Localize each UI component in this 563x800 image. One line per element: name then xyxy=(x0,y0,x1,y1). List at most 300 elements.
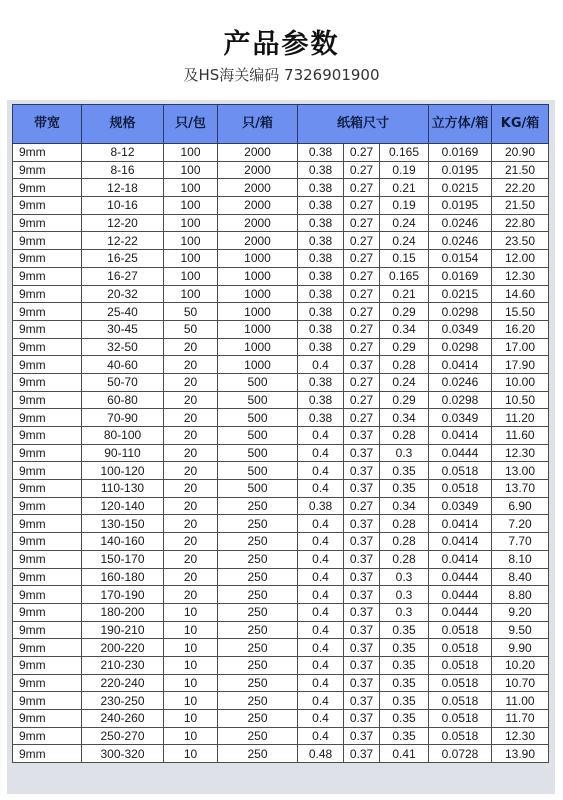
cell-cubic: 0.0349 xyxy=(429,320,492,338)
table-row xyxy=(13,409,549,427)
cell-cubic: 0.0414 xyxy=(429,515,492,533)
cell-per-carton: 250 xyxy=(218,568,298,586)
cell-carton-length: 0.4 xyxy=(298,692,344,710)
cell-kg: 15.50 xyxy=(492,303,549,321)
table-row xyxy=(13,568,549,586)
cell-carton-width: 0.27 xyxy=(344,303,380,321)
cell-carton-height: 0.24 xyxy=(380,214,429,232)
cell-cubic: 0.0298 xyxy=(429,338,492,356)
cell-per-carton: 500 xyxy=(218,462,298,480)
cell-kg: 9.50 xyxy=(492,621,549,639)
cell-carton-length: 0.4 xyxy=(298,462,344,480)
cell-band-width: 9mm xyxy=(13,250,82,268)
cell-per-pack: 20 xyxy=(164,444,218,462)
cell-band-width: 9mm xyxy=(13,603,82,621)
cell-spec: 90-110 xyxy=(82,444,164,462)
cell-carton-width: 0.37 xyxy=(344,568,380,586)
cell-band-width: 9mm xyxy=(13,144,82,162)
cell-carton-length: 0.4 xyxy=(298,603,344,621)
cell-carton-width: 0.27 xyxy=(344,497,380,515)
cell-spec: 230-250 xyxy=(82,692,164,710)
cell-per-carton: 1000 xyxy=(218,250,298,268)
cell-carton-height: 0.3 xyxy=(380,586,429,604)
table-row xyxy=(13,603,549,621)
cell-cubic: 0.0246 xyxy=(429,373,492,391)
cell-cubic: 0.0169 xyxy=(429,144,492,162)
table-row xyxy=(13,391,549,409)
cell-carton-width: 0.37 xyxy=(344,727,380,745)
cell-band-width: 9mm xyxy=(13,338,82,356)
table-row xyxy=(13,356,549,374)
cell-per-carton: 2000 xyxy=(218,179,298,197)
cell-per-pack: 100 xyxy=(164,197,218,215)
cell-carton-width: 0.27 xyxy=(344,338,380,356)
cell-kg: 22.80 xyxy=(492,214,549,232)
cell-carton-height: 0.28 xyxy=(380,427,429,445)
cell-carton-height: 0.35 xyxy=(380,621,429,639)
cell-per-carton: 2000 xyxy=(218,214,298,232)
cell-band-width: 9mm xyxy=(13,267,82,285)
cell-carton-height: 0.15 xyxy=(380,250,429,268)
cell-spec: 8-12 xyxy=(82,144,164,162)
cell-carton-width: 0.37 xyxy=(344,356,380,374)
cell-kg: 13.90 xyxy=(492,745,549,763)
cell-carton-height: 0.24 xyxy=(380,232,429,250)
cell-cubic: 0.0298 xyxy=(429,303,492,321)
cell-carton-height: 0.29 xyxy=(380,338,429,356)
cell-cubic: 0.0349 xyxy=(429,409,492,427)
cell-per-carton: 1000 xyxy=(218,303,298,321)
cell-per-pack: 50 xyxy=(164,320,218,338)
table-row xyxy=(13,444,549,462)
cell-carton-height: 0.21 xyxy=(380,179,429,197)
cell-spec: 180-200 xyxy=(82,603,164,621)
cell-per-carton: 1000 xyxy=(218,267,298,285)
cell-per-carton: 500 xyxy=(218,480,298,498)
cell-per-carton: 250 xyxy=(218,533,298,551)
cell-per-carton: 250 xyxy=(218,603,298,621)
table-row xyxy=(13,462,549,480)
table-row xyxy=(13,338,549,356)
cell-kg: 8.10 xyxy=(492,550,549,568)
cell-carton-width: 0.37 xyxy=(344,603,380,621)
cell-carton-width: 0.27 xyxy=(344,214,380,232)
cell-band-width: 9mm xyxy=(13,674,82,692)
cell-spec: 120-140 xyxy=(82,497,164,515)
cell-carton-height: 0.24 xyxy=(380,373,429,391)
cell-band-width: 9mm xyxy=(13,303,82,321)
cell-carton-length: 0.4 xyxy=(298,568,344,586)
cell-per-pack: 100 xyxy=(164,250,218,268)
cell-carton-length: 0.38 xyxy=(298,214,344,232)
cell-spec: 25-40 xyxy=(82,303,164,321)
cell-carton-width: 0.37 xyxy=(344,639,380,657)
cell-kg: 10.50 xyxy=(492,391,549,409)
cell-cubic: 0.0518 xyxy=(429,674,492,692)
cell-per-carton: 250 xyxy=(218,515,298,533)
cell-kg: 8.80 xyxy=(492,586,549,604)
table-row xyxy=(13,497,549,515)
cell-band-width: 9mm xyxy=(13,214,82,232)
cell-cubic: 0.0518 xyxy=(429,621,492,639)
table-row xyxy=(13,303,549,321)
cell-kg: 12.30 xyxy=(492,727,549,745)
cell-per-carton: 500 xyxy=(218,444,298,462)
table-row xyxy=(13,144,549,162)
table-row xyxy=(13,373,549,391)
col-header-cubic-per-carton: 立方体/箱 xyxy=(429,105,492,144)
cell-per-pack: 100 xyxy=(164,232,218,250)
cell-per-pack: 20 xyxy=(164,356,218,374)
cell-per-pack: 10 xyxy=(164,692,218,710)
cell-spec: 12-22 xyxy=(82,232,164,250)
cell-cubic: 0.0298 xyxy=(429,391,492,409)
cell-carton-width: 0.37 xyxy=(344,674,380,692)
cell-kg: 12.00 xyxy=(492,250,549,268)
table-row xyxy=(13,267,549,285)
cell-carton-height: 0.35 xyxy=(380,480,429,498)
cell-kg: 7.70 xyxy=(492,533,549,551)
cell-per-pack: 20 xyxy=(164,550,218,568)
cell-per-carton: 250 xyxy=(218,745,298,763)
cell-carton-length: 0.38 xyxy=(298,303,344,321)
cell-carton-length: 0.4 xyxy=(298,533,344,551)
cell-per-carton: 2000 xyxy=(218,144,298,162)
cell-cubic: 0.0414 xyxy=(429,533,492,551)
table-row xyxy=(13,161,549,179)
cell-kg: 10.70 xyxy=(492,674,549,692)
cell-carton-length: 0.4 xyxy=(298,444,344,462)
cell-band-width: 9mm xyxy=(13,161,82,179)
cell-spec: 50-70 xyxy=(82,373,164,391)
cell-carton-length: 0.38 xyxy=(298,267,344,285)
table-row xyxy=(13,656,549,674)
cell-kg: 12.30 xyxy=(492,267,549,285)
cell-carton-height: 0.34 xyxy=(380,497,429,515)
cell-carton-length: 0.4 xyxy=(298,480,344,498)
cell-spec: 130-150 xyxy=(82,515,164,533)
cell-carton-length: 0.4 xyxy=(298,656,344,674)
cell-per-pack: 20 xyxy=(164,373,218,391)
cell-spec: 60-80 xyxy=(82,391,164,409)
cell-cubic: 0.0444 xyxy=(429,444,492,462)
cell-per-carton: 250 xyxy=(218,674,298,692)
cell-carton-height: 0.3 xyxy=(380,603,429,621)
col-header-per-carton: 只/箱 xyxy=(218,105,298,144)
cell-band-width: 9mm xyxy=(13,656,82,674)
cell-per-pack: 100 xyxy=(164,144,218,162)
cell-spec: 240-260 xyxy=(82,710,164,728)
cell-carton-width: 0.27 xyxy=(344,250,380,268)
cell-carton-length: 0.38 xyxy=(298,320,344,338)
cell-carton-length: 0.4 xyxy=(298,515,344,533)
cell-per-pack: 20 xyxy=(164,515,218,533)
cell-carton-height: 0.35 xyxy=(380,656,429,674)
cell-per-pack: 10 xyxy=(164,727,218,745)
table-row xyxy=(13,550,549,568)
cell-carton-length: 0.38 xyxy=(298,391,344,409)
cell-cubic: 0.0195 xyxy=(429,161,492,179)
cell-carton-height: 0.34 xyxy=(380,320,429,338)
cell-spec: 70-90 xyxy=(82,409,164,427)
cell-per-carton: 250 xyxy=(218,692,298,710)
cell-band-width: 9mm xyxy=(13,497,82,515)
cell-carton-length: 0.38 xyxy=(298,250,344,268)
cell-kg: 10.20 xyxy=(492,656,549,674)
cell-cubic: 0.0169 xyxy=(429,267,492,285)
col-header-spec: 规格 xyxy=(82,105,164,144)
cell-carton-width: 0.37 xyxy=(344,692,380,710)
cell-carton-height: 0.34 xyxy=(380,409,429,427)
table-row xyxy=(13,250,549,268)
cell-carton-height: 0.19 xyxy=(380,197,429,215)
cell-kg: 6.90 xyxy=(492,497,549,515)
table-body xyxy=(13,144,549,763)
cell-carton-width: 0.37 xyxy=(344,480,380,498)
hs-code-subtitle: 及HS海关编码 7326901900 xyxy=(183,66,380,84)
cell-kg: 17.00 xyxy=(492,338,549,356)
table-row xyxy=(13,710,549,728)
cell-carton-length: 0.38 xyxy=(298,497,344,515)
cell-spec: 12-18 xyxy=(82,179,164,197)
table-row xyxy=(13,197,549,215)
cell-spec: 16-27 xyxy=(82,267,164,285)
cell-band-width: 9mm xyxy=(13,427,82,445)
cell-per-pack: 100 xyxy=(164,161,218,179)
cell-per-pack: 100 xyxy=(164,285,218,303)
cell-carton-length: 0.38 xyxy=(298,338,344,356)
cell-carton-height: 0.35 xyxy=(380,692,429,710)
cell-carton-width: 0.37 xyxy=(344,710,380,728)
cell-spec: 8-16 xyxy=(82,161,164,179)
cell-kg: 13.70 xyxy=(492,480,549,498)
cell-carton-width: 0.27 xyxy=(344,179,380,197)
cell-spec: 300-320 xyxy=(82,745,164,763)
cell-carton-width: 0.27 xyxy=(344,285,380,303)
cell-per-pack: 10 xyxy=(164,674,218,692)
cell-carton-width: 0.37 xyxy=(344,462,380,480)
col-header-carton-size: 纸箱尺寸 xyxy=(298,105,429,144)
table-row xyxy=(13,586,549,604)
cell-per-carton: 500 xyxy=(218,373,298,391)
cell-cubic: 0.0414 xyxy=(429,427,492,445)
cell-per-carton: 250 xyxy=(218,727,298,745)
cell-per-pack: 20 xyxy=(164,409,218,427)
cell-band-width: 9mm xyxy=(13,515,82,533)
cell-kg: 20.90 xyxy=(492,144,549,162)
cell-carton-height: 0.21 xyxy=(380,285,429,303)
cell-band-width: 9mm xyxy=(13,444,82,462)
cell-carton-length: 0.4 xyxy=(298,550,344,568)
cell-carton-width: 0.27 xyxy=(344,144,380,162)
cell-carton-width: 0.37 xyxy=(344,444,380,462)
cell-per-carton: 1000 xyxy=(218,338,298,356)
cell-cubic: 0.0349 xyxy=(429,497,492,515)
cell-carton-height: 0.28 xyxy=(380,533,429,551)
cell-carton-length: 0.4 xyxy=(298,356,344,374)
cell-per-pack: 50 xyxy=(164,303,218,321)
cell-band-width: 9mm xyxy=(13,692,82,710)
cell-band-width: 9mm xyxy=(13,745,82,763)
cell-carton-length: 0.38 xyxy=(298,197,344,215)
cell-band-width: 9mm xyxy=(13,462,82,480)
col-header-band-width: 带宽 xyxy=(13,105,82,144)
cell-band-width: 9mm xyxy=(13,197,82,215)
cell-per-pack: 100 xyxy=(164,267,218,285)
cell-cubic: 0.0246 xyxy=(429,232,492,250)
cell-carton-height: 0.35 xyxy=(380,710,429,728)
cell-band-width: 9mm xyxy=(13,409,82,427)
table-row xyxy=(13,674,549,692)
cell-carton-height: 0.3 xyxy=(380,444,429,462)
cell-band-width: 9mm xyxy=(13,373,82,391)
cell-cubic: 0.0246 xyxy=(429,214,492,232)
table-row xyxy=(13,745,549,763)
cell-spec: 12-20 xyxy=(82,214,164,232)
cell-cubic: 0.0414 xyxy=(429,550,492,568)
cell-per-carton: 250 xyxy=(218,497,298,515)
cell-kg: 9.90 xyxy=(492,639,549,657)
cell-per-carton: 250 xyxy=(218,710,298,728)
cell-per-carton: 250 xyxy=(218,586,298,604)
cell-spec: 190-210 xyxy=(82,621,164,639)
cell-carton-height: 0.35 xyxy=(380,674,429,692)
cell-carton-length: 0.38 xyxy=(298,144,344,162)
cell-per-pack: 20 xyxy=(164,497,218,515)
cell-cubic: 0.0215 xyxy=(429,285,492,303)
cell-per-carton: 250 xyxy=(218,550,298,568)
cell-per-carton: 500 xyxy=(218,409,298,427)
cell-spec: 100-120 xyxy=(82,462,164,480)
cell-spec: 16-25 xyxy=(82,250,164,268)
table-row xyxy=(13,285,549,303)
cell-cubic: 0.0518 xyxy=(429,692,492,710)
cell-kg: 13.00 xyxy=(492,462,549,480)
cell-per-pack: 20 xyxy=(164,533,218,551)
cell-per-pack: 20 xyxy=(164,391,218,409)
cell-per-carton: 1000 xyxy=(218,285,298,303)
cell-carton-length: 0.38 xyxy=(298,161,344,179)
cell-per-pack: 10 xyxy=(164,621,218,639)
cell-band-width: 9mm xyxy=(13,232,82,250)
cell-cubic: 0.0154 xyxy=(429,250,492,268)
cell-carton-length: 0.4 xyxy=(298,427,344,445)
cell-band-width: 9mm xyxy=(13,285,82,303)
cell-carton-width: 0.37 xyxy=(344,656,380,674)
cell-carton-height: 0.29 xyxy=(380,303,429,321)
cell-spec: 80-100 xyxy=(82,427,164,445)
cell-spec: 250-270 xyxy=(82,727,164,745)
cell-carton-height: 0.28 xyxy=(380,550,429,568)
cell-carton-height: 0.35 xyxy=(380,462,429,480)
cell-spec: 170-190 xyxy=(82,586,164,604)
cell-band-width: 9mm xyxy=(13,391,82,409)
table-row xyxy=(13,727,549,745)
cell-cubic: 0.0518 xyxy=(429,656,492,674)
cell-cubic: 0.0518 xyxy=(429,710,492,728)
cell-per-pack: 20 xyxy=(164,568,218,586)
cell-carton-width: 0.27 xyxy=(344,232,380,250)
cell-kg: 10.00 xyxy=(492,373,549,391)
cell-kg: 16.20 xyxy=(492,320,549,338)
cell-spec: 220-240 xyxy=(82,674,164,692)
table-row xyxy=(13,427,549,445)
cell-carton-height: 0.35 xyxy=(380,727,429,745)
page-title: 产品参数 xyxy=(223,29,340,60)
cell-carton-height: 0.28 xyxy=(380,356,429,374)
cell-spec: 40-60 xyxy=(82,356,164,374)
cell-carton-width: 0.27 xyxy=(344,409,380,427)
cell-kg: 7.20 xyxy=(492,515,549,533)
cell-carton-width: 0.37 xyxy=(344,745,380,763)
cell-carton-length: 0.48 xyxy=(298,745,344,763)
parameter-table xyxy=(12,104,549,763)
cell-per-carton: 2000 xyxy=(218,161,298,179)
cell-carton-height: 0.29 xyxy=(380,391,429,409)
cell-carton-height: 0.35 xyxy=(380,639,429,657)
cell-band-width: 9mm xyxy=(13,550,82,568)
cell-cubic: 0.0215 xyxy=(429,179,492,197)
cell-spec: 10-16 xyxy=(82,197,164,215)
cell-carton-length: 0.38 xyxy=(298,179,344,197)
cell-cubic: 0.0518 xyxy=(429,639,492,657)
cell-kg: 11.70 xyxy=(492,710,549,728)
cell-band-width: 9mm xyxy=(13,639,82,657)
table-header-row xyxy=(13,105,549,144)
cell-band-width: 9mm xyxy=(13,480,82,498)
cell-cubic: 0.0444 xyxy=(429,586,492,604)
cell-carton-length: 0.4 xyxy=(298,710,344,728)
cell-cubic: 0.0518 xyxy=(429,462,492,480)
cell-per-pack: 10 xyxy=(164,656,218,674)
cell-band-width: 9mm xyxy=(13,356,82,374)
cell-per-carton: 1000 xyxy=(218,356,298,374)
cell-band-width: 9mm xyxy=(13,320,82,338)
cell-carton-height: 0.19 xyxy=(380,161,429,179)
cell-carton-width: 0.27 xyxy=(344,161,380,179)
cell-cubic: 0.0518 xyxy=(429,727,492,745)
cell-carton-width: 0.37 xyxy=(344,550,380,568)
cell-kg: 21.50 xyxy=(492,197,549,215)
cell-spec: 140-160 xyxy=(82,533,164,551)
cell-cubic: 0.0414 xyxy=(429,356,492,374)
cell-spec: 20-32 xyxy=(82,285,164,303)
table-row xyxy=(13,214,549,232)
cell-kg: 17.90 xyxy=(492,356,549,374)
cell-per-pack: 10 xyxy=(164,639,218,657)
cell-spec: 32-50 xyxy=(82,338,164,356)
cell-carton-width: 0.27 xyxy=(344,391,380,409)
cell-per-carton: 500 xyxy=(218,391,298,409)
cell-per-carton: 1000 xyxy=(218,320,298,338)
cell-spec: 160-180 xyxy=(82,568,164,586)
cell-per-pack: 20 xyxy=(164,338,218,356)
cell-band-width: 9mm xyxy=(13,586,82,604)
cell-per-pack: 100 xyxy=(164,214,218,232)
cell-carton-height: 0.3 xyxy=(380,568,429,586)
cell-kg: 12.30 xyxy=(492,444,549,462)
cell-kg: 21.50 xyxy=(492,161,549,179)
cell-carton-width: 0.37 xyxy=(344,533,380,551)
cell-per-pack: 10 xyxy=(164,745,218,763)
table-row xyxy=(13,179,549,197)
cell-carton-width: 0.37 xyxy=(344,621,380,639)
cell-carton-height: 0.28 xyxy=(380,515,429,533)
cell-cubic: 0.0195 xyxy=(429,197,492,215)
cell-carton-width: 0.37 xyxy=(344,586,380,604)
cell-per-pack: 10 xyxy=(164,710,218,728)
cell-per-carton: 2000 xyxy=(218,232,298,250)
